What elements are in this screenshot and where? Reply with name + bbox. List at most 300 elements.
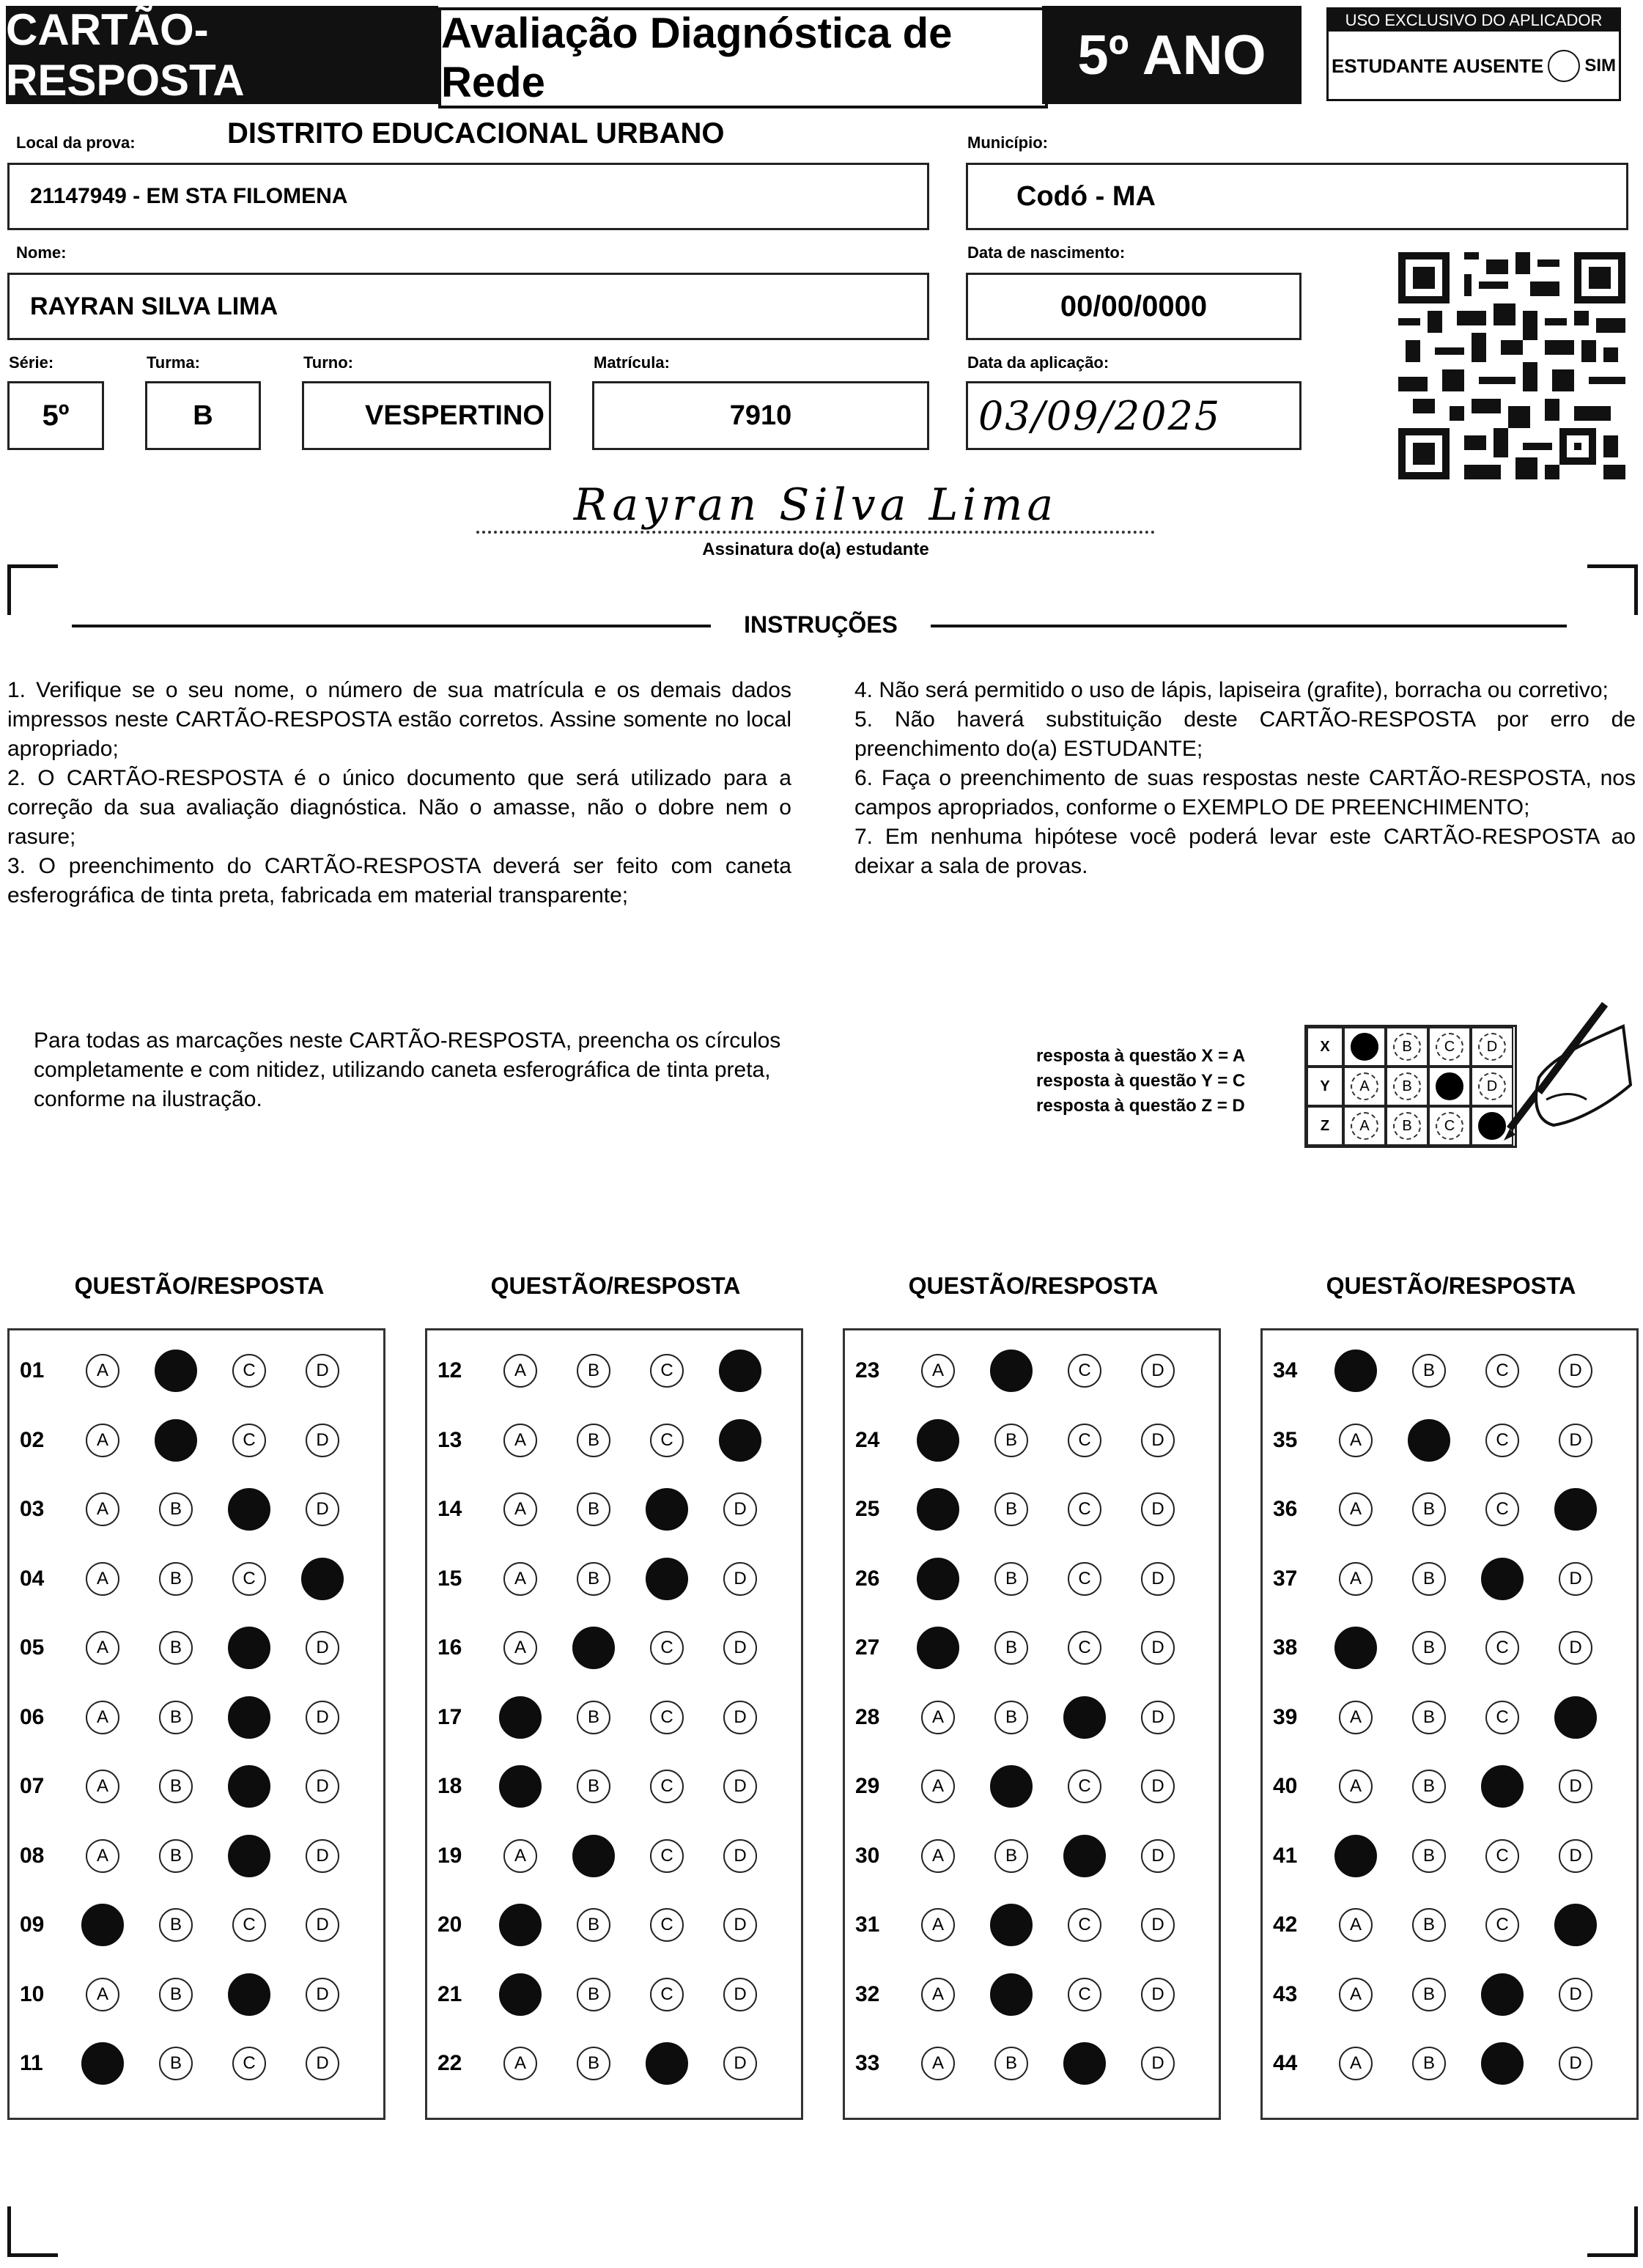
answer-bubble-b[interactable]: B — [994, 1631, 1028, 1665]
answer-bubble-b[interactable]: B — [577, 2047, 610, 2080]
instructions-right — [854, 676, 1636, 881]
answer-bubble-a[interactable]: A — [86, 1562, 119, 1596]
answer-bubble-d[interactable] — [1554, 1904, 1597, 1946]
answer-bubble-b[interactable]: B — [994, 1424, 1028, 1457]
answer-bubble-a[interactable]: A — [86, 1631, 119, 1665]
answer-bubble-b[interactable]: B — [994, 1839, 1028, 1873]
turno-field: VESPERTINO — [302, 381, 551, 450]
answer-bubble-d[interactable]: D — [723, 2047, 757, 2080]
answer-bubble-d[interactable]: D — [723, 1562, 757, 1596]
answer-bubble-a[interactable]: A — [1339, 1562, 1373, 1596]
answer-bubble-a[interactable]: A — [921, 1908, 955, 1942]
nome-field: RAYRAN SILVA LIMA — [7, 273, 929, 340]
answer-bubble-d[interactable]: D — [723, 1631, 757, 1665]
answer-bubble-c[interactable]: C — [1068, 1424, 1101, 1457]
question-row — [1263, 1419, 1636, 1463]
example-bubble: B — [1393, 1112, 1421, 1140]
answer-bubble-b[interactable] — [990, 1765, 1033, 1808]
question-number: 38 — [1273, 1635, 1298, 1660]
question-number: 05 — [20, 1635, 45, 1660]
answer-bubble-c[interactable]: C — [650, 1770, 684, 1803]
answer-bubble-a[interactable]: A — [86, 1492, 119, 1526]
municipio-field: Codó - MA — [966, 163, 1628, 230]
answer-bubble-a[interactable] — [917, 1627, 959, 1669]
answer-bubble-d[interactable]: D — [1141, 1354, 1175, 1388]
absent-checkbox[interactable] — [1548, 50, 1580, 82]
answer-bubble-d[interactable]: D — [306, 1354, 339, 1388]
answer-bubble-a[interactable]: A — [921, 2047, 955, 2080]
answer-bubble-b[interactable] — [990, 1973, 1033, 2016]
district-name: DISTRITO EDUCACIONAL URBANO — [227, 117, 725, 150]
answer-bubble-b[interactable]: B — [1412, 1492, 1446, 1526]
answer-bubble-c[interactable] — [228, 1765, 270, 1808]
question-row — [1263, 1835, 1636, 1879]
answer-bubble-d[interactable] — [301, 1558, 344, 1600]
answer-bubble-c[interactable]: C — [232, 1424, 266, 1457]
question-row — [1263, 2042, 1636, 2086]
example-cell — [1386, 1027, 1428, 1067]
question-row — [845, 1350, 1219, 1393]
answer-bubble-c[interactable]: C — [232, 1908, 266, 1942]
question-number: 35 — [1273, 1427, 1298, 1452]
question-number: 27 — [855, 1635, 880, 1660]
answer-bubble-a[interactable]: A — [503, 1562, 537, 1596]
answer-bubble-c[interactable]: C — [650, 1839, 684, 1873]
answer-bubble-d[interactable]: D — [306, 1492, 339, 1526]
answer-bubble-c[interactable] — [1063, 1696, 1106, 1739]
answer-bubble-d[interactable]: D — [723, 1492, 757, 1526]
answer-bubble-b[interactable]: B — [159, 1562, 193, 1596]
answer-bubble-a[interactable]: A — [503, 1354, 537, 1388]
answer-bubble-d[interactable]: D — [723, 1701, 757, 1734]
answer-bubble-c[interactable]: C — [1068, 1631, 1101, 1665]
answer-bubble-c[interactable] — [228, 1488, 270, 1531]
answer-bubble-d[interactable]: D — [1559, 1354, 1592, 1388]
answer-bubble-a[interactable]: A — [1339, 1424, 1373, 1457]
answer-bubble-d[interactable]: D — [1559, 2047, 1592, 2080]
question-row — [427, 1973, 801, 2017]
answer-bubble-c[interactable]: C — [1485, 1631, 1519, 1665]
question-number: 06 — [20, 1704, 45, 1729]
answer-bubble-c[interactable]: C — [232, 2047, 266, 2080]
example-text: Para todas as marcações neste CARTÃO-RESPOSTA, preencha os círculos completamente e com nitidez, utilizando caneta esferográfica de tinta preta, conforme na ilustração. — [34, 1028, 781, 1111]
answer-bubble-d[interactable]: D — [1141, 1839, 1175, 1873]
example-cell — [1386, 1067, 1428, 1106]
question-row — [1263, 1904, 1636, 1948]
instruction-item: 1. Verifique se o seu nome, o número de sua matrícula e os demais dados impressos neste CARTÃO-RESPOSTA estão corretos. Assine somente no local apropriado; — [7, 678, 791, 761]
answer-bubble-a[interactable]: A — [1339, 1978, 1373, 2011]
answer-bubble-b[interactable]: B — [1412, 1562, 1446, 1596]
answer-bubble-c[interactable]: C — [650, 1701, 684, 1734]
answer-bubble-c[interactable] — [1063, 2042, 1106, 2085]
question-row — [10, 1835, 383, 1879]
answer-bubble-a[interactable]: A — [921, 1770, 955, 1803]
question-row — [10, 1696, 383, 1740]
answer-bubble-c[interactable]: C — [1485, 1701, 1519, 1734]
question-row — [427, 1558, 801, 1602]
answer-bubble-d[interactable]: D — [306, 1839, 339, 1873]
answer-bubble-d[interactable]: D — [723, 1770, 757, 1803]
answer-bubble-b[interactable] — [155, 1350, 197, 1392]
question-row — [427, 1488, 801, 1532]
answer-bubble-d[interactable]: D — [1559, 1424, 1592, 1457]
answer-bubble-a[interactable]: A — [503, 1492, 537, 1526]
answer-bubble-b[interactable]: B — [577, 1562, 610, 1596]
answer-bubble-d[interactable]: D — [723, 1908, 757, 1942]
answers-panel-3 — [843, 1328, 1221, 2120]
answer-bubble-d[interactable] — [719, 1350, 761, 1392]
question-number: 34 — [1273, 1358, 1298, 1382]
answer-bubble-d[interactable]: D — [1141, 1424, 1175, 1457]
answer-bubble-d[interactable]: D — [1141, 1631, 1175, 1665]
answer-bubble-d[interactable]: D — [1141, 1701, 1175, 1734]
absent-label: ESTUDANTE AUSENTE — [1331, 54, 1544, 77]
question-row — [10, 1973, 383, 2017]
answer-bubble-d[interactable]: D — [1141, 1492, 1175, 1526]
answer-bubble-b[interactable]: B — [159, 1492, 193, 1526]
answer-bubble-b[interactable]: B — [994, 1701, 1028, 1734]
question-row — [845, 1973, 1219, 2017]
answer-bubble-d[interactable]: D — [1559, 1562, 1592, 1596]
answer-bubble-d[interactable]: D — [306, 1978, 339, 2011]
question-row — [10, 1765, 383, 1809]
answer-bubble-a[interactable] — [917, 1488, 959, 1531]
question-row — [1263, 1627, 1636, 1671]
matricula-label: Matrícula: — [594, 353, 670, 372]
answer-bubble-a[interactable] — [917, 1558, 959, 1600]
answer-bubble-b[interactable]: B — [159, 1839, 193, 1873]
frame-corner-bottom-right — [1587, 2206, 1638, 2257]
answer-bubble-c[interactable] — [1481, 1973, 1524, 2016]
example-legend-line: resposta à questão Y = C — [1036, 1071, 1246, 1091]
answer-bubble-d[interactable]: D — [306, 2047, 339, 2080]
answer-bubble-c[interactable] — [646, 2042, 688, 2085]
answer-bubble-c[interactable]: C — [1068, 1492, 1101, 1526]
question-row — [10, 2042, 383, 2086]
answer-bubble-c[interactable]: C — [1068, 1562, 1101, 1596]
turma-field: B — [145, 381, 261, 450]
answers-header-2: QUESTÃO/RESPOSTA — [490, 1273, 741, 1299]
answer-bubble-c[interactable]: C — [650, 1908, 684, 1942]
applicator-title: USO EXCLUSIVO DO APLICADOR — [1329, 10, 1619, 32]
answer-bubble-b[interactable]: B — [1412, 1701, 1446, 1734]
answer-bubble-a[interactable] — [1334, 1350, 1377, 1392]
answer-bubble-b[interactable]: B — [1412, 1354, 1446, 1388]
example-cell — [1428, 1067, 1471, 1106]
answer-bubble-d[interactable] — [1554, 1488, 1597, 1531]
answer-bubble-c[interactable]: C — [232, 1562, 266, 1596]
answer-bubble-d[interactable]: D — [306, 1770, 339, 1803]
answer-bubble-c[interactable]: C — [650, 1424, 684, 1457]
question-number: 29 — [855, 1774, 880, 1798]
question-row — [10, 1419, 383, 1463]
answer-bubble-a[interactable]: A — [921, 1354, 955, 1388]
answer-bubble-b[interactable] — [155, 1419, 197, 1462]
answer-bubble-a[interactable]: A — [921, 1701, 955, 1734]
instruction-item: 5. Não haverá substituição deste CARTÃO-RESPOSTA por erro de preenchimento do(a) ESTUDANTE; — [854, 707, 1636, 761]
answer-bubble-b[interactable]: B — [1412, 1839, 1446, 1873]
answer-bubble-b[interactable]: B — [994, 2047, 1028, 2080]
answer-bubble-c[interactable] — [1481, 2042, 1524, 2085]
answer-bubble-a[interactable]: A — [503, 1631, 537, 1665]
question-number: 32 — [855, 1981, 880, 2006]
answer-bubble-c[interactable] — [646, 1558, 688, 1600]
answer-bubble-c[interactable] — [1063, 1835, 1106, 1877]
answer-bubble-c[interactable]: C — [1068, 1354, 1101, 1388]
answer-bubble-b[interactable]: B — [1412, 1978, 1446, 2011]
answer-bubble-c[interactable]: C — [1485, 1839, 1519, 1873]
question-number: 40 — [1273, 1774, 1298, 1798]
answer-bubble-c[interactable]: C — [1485, 1492, 1519, 1526]
answer-bubble-b[interactable]: B — [577, 1701, 610, 1734]
serie-label: Série: — [9, 353, 54, 372]
question-number: 30 — [855, 1843, 880, 1868]
answers-header-3: QUESTÃO/RESPOSTA — [908, 1273, 1159, 1299]
answer-bubble-a[interactable] — [81, 1904, 124, 1946]
example-bubble: C — [1436, 1033, 1463, 1061]
answer-bubble-a[interactable]: A — [503, 1424, 537, 1457]
answer-bubble-c[interactable] — [228, 1835, 270, 1877]
answer-bubble-a[interactable] — [917, 1419, 959, 1462]
answer-bubble-b[interactable]: B — [159, 1908, 193, 1942]
answer-bubble-b[interactable] — [572, 1835, 615, 1877]
answer-bubble-a[interactable]: A — [503, 1839, 537, 1873]
answer-bubble-c[interactable] — [228, 1627, 270, 1669]
question-row — [427, 1419, 801, 1463]
answer-bubble-a[interactable] — [1334, 1627, 1377, 1669]
answer-bubble-a[interactable]: A — [1339, 1701, 1373, 1734]
question-row — [845, 1488, 1219, 1532]
example-cell — [1386, 1106, 1428, 1146]
answer-bubble-d[interactable]: D — [1141, 1908, 1175, 1942]
question-number: 01 — [20, 1358, 45, 1382]
answer-bubble-b[interactable]: B — [577, 1492, 610, 1526]
question-number: 44 — [1273, 2051, 1298, 2075]
answer-bubble-d[interactable]: D — [723, 1978, 757, 2011]
question-number: 42 — [1273, 1912, 1298, 1937]
nome-label: Nome: — [16, 243, 67, 262]
answer-bubble-d[interactable] — [1554, 1696, 1597, 1739]
local-field: 21147949 - EM STA FILOMENA — [7, 163, 929, 230]
frame-corner-top-right — [1587, 564, 1638, 615]
answer-bubble-d[interactable]: D — [306, 1631, 339, 1665]
exam-title: Avaliação Diagnóstica de Rede — [438, 7, 1048, 108]
answer-bubble-a[interactable]: A — [1339, 1492, 1373, 1526]
example-bubble: D — [1478, 1033, 1506, 1061]
answer-bubble-d[interactable]: D — [1559, 1978, 1592, 2011]
question-row — [845, 1904, 1219, 1948]
instructions-left — [7, 676, 791, 910]
answer-bubble-c[interactable]: C — [650, 1978, 684, 2011]
answers-panel-2 — [425, 1328, 803, 2120]
answer-bubble-b[interactable]: B — [994, 1492, 1028, 1526]
answer-bubble-b[interactable]: B — [159, 1701, 193, 1734]
answer-bubble-a[interactable]: A — [1339, 1770, 1373, 1803]
answer-bubble-a[interactable]: A — [921, 1978, 955, 2011]
answer-bubble-c[interactable] — [646, 1488, 688, 1531]
question-row — [1263, 1765, 1636, 1809]
example-bubble: B — [1393, 1072, 1421, 1100]
example-bubble: B — [1393, 1033, 1421, 1061]
answer-bubble-b[interactable]: B — [577, 1424, 610, 1457]
answer-bubble-b[interactable]: B — [1412, 2047, 1446, 2080]
answer-bubble-c[interactable]: C — [1068, 1908, 1101, 1942]
question-row — [845, 1696, 1219, 1740]
local-label: Local da prova: — [16, 133, 136, 152]
answer-bubble-a[interactable] — [81, 2042, 124, 2085]
answer-bubble-a[interactable] — [499, 1973, 542, 2016]
example-bubble — [1436, 1072, 1463, 1100]
signature-label: Assinatura do(a) estudante — [702, 540, 929, 559]
answers-header-4: QUESTÃO/RESPOSTA — [1326, 1273, 1576, 1299]
turma-label: Turma: — [147, 353, 200, 372]
answer-bubble-a[interactable]: A — [1339, 2047, 1373, 2080]
answer-bubble-b[interactable]: B — [577, 1354, 610, 1388]
question-number: 33 — [855, 2051, 880, 2075]
card-title: CARTÃO-RESPOSTA — [6, 6, 438, 104]
answer-bubble-a[interactable]: A — [86, 1701, 119, 1734]
question-number: 21 — [437, 1981, 462, 2006]
example-cell — [1343, 1027, 1386, 1067]
question-row — [845, 1558, 1219, 1602]
answer-bubble-b[interactable]: B — [577, 1770, 610, 1803]
question-row — [427, 2042, 801, 2086]
answers-panel-1 — [7, 1328, 385, 2120]
turno-label: Turno: — [303, 353, 354, 372]
example-legend — [1036, 1044, 1245, 1119]
question-number: 25 — [855, 1497, 880, 1521]
instruction-item: 4. Não será permitido o uso de lápis, lapiseira (grafite), borracha ou corretivo; — [854, 678, 1609, 702]
answer-bubble-d[interactable]: D — [1141, 1770, 1175, 1803]
answer-bubble-a[interactable]: A — [503, 2047, 537, 2080]
question-number: 09 — [20, 1912, 45, 1937]
answer-bubble-c[interactable] — [1481, 1765, 1524, 1808]
answer-bubble-b[interactable] — [990, 1350, 1033, 1392]
answer-bubble-a[interactable] — [499, 1696, 542, 1739]
answer-bubble-d[interactable]: D — [1559, 1631, 1592, 1665]
answer-bubble-b[interactable]: B — [159, 1978, 193, 2011]
question-number: 13 — [437, 1427, 462, 1452]
answer-bubble-a[interactable]: A — [86, 1354, 119, 1388]
answer-bubble-c[interactable]: C — [232, 1354, 266, 1388]
answer-bubble-b[interactable] — [1408, 1419, 1450, 1462]
answer-bubble-b[interactable]: B — [994, 1562, 1028, 1596]
answer-bubble-a[interactable]: A — [86, 1424, 119, 1457]
answer-bubble-d[interactable]: D — [306, 1424, 339, 1457]
question-number: 31 — [855, 1912, 880, 1937]
answer-bubble-b[interactable]: B — [1412, 1908, 1446, 1942]
question-row — [10, 1904, 383, 1948]
answer-bubble-d[interactable] — [719, 1419, 761, 1462]
example-cell — [1343, 1067, 1386, 1106]
answer-bubble-c[interactable]: C — [650, 1631, 684, 1665]
serie-field: 5º — [7, 381, 104, 450]
aplicacao-field: 03/09/2025 — [966, 381, 1302, 450]
answer-bubble-a[interactable]: A — [86, 1839, 119, 1873]
example-cell — [1428, 1106, 1471, 1146]
answer-bubble-c[interactable]: C — [1485, 1354, 1519, 1388]
answer-bubble-d[interactable]: D — [1559, 1770, 1592, 1803]
answers-header-1: QUESTÃO/RESPOSTA — [74, 1273, 325, 1299]
question-row — [427, 1765, 801, 1809]
question-number: 08 — [20, 1843, 45, 1868]
question-row — [1263, 1350, 1636, 1393]
answer-bubble-d[interactable]: D — [306, 1701, 339, 1734]
question-row — [845, 1419, 1219, 1463]
answer-bubble-b[interactable]: B — [1412, 1631, 1446, 1665]
answer-bubble-a[interactable]: A — [921, 1839, 955, 1873]
nascimento-field: 00/00/0000 — [966, 273, 1302, 340]
answer-bubble-a[interactable]: A — [86, 1978, 119, 2011]
answer-bubble-b[interactable] — [572, 1627, 615, 1669]
example-cell — [1343, 1106, 1386, 1146]
applicator-box — [1326, 7, 1621, 101]
answer-bubble-c[interactable] — [1481, 1558, 1524, 1600]
answer-bubble-d[interactable]: D — [1141, 2047, 1175, 2080]
matricula-field: 7910 — [592, 381, 929, 450]
answer-bubble-d[interactable]: D — [1559, 1839, 1592, 1873]
answer-bubble-c[interactable] — [228, 1973, 270, 2016]
question-row — [10, 1627, 383, 1671]
answer-bubble-a[interactable] — [1334, 1835, 1377, 1877]
example-bubble: A — [1351, 1072, 1378, 1100]
question-row — [845, 1835, 1219, 1879]
instructions-title: INSTRUÇÕES — [711, 611, 931, 638]
answer-bubble-b[interactable]: B — [159, 1770, 193, 1803]
answer-bubble-c[interactable]: C — [1068, 1770, 1101, 1803]
question-number: 43 — [1273, 1981, 1298, 2006]
question-row — [845, 2042, 1219, 2086]
question-row — [1263, 1488, 1636, 1532]
example-cell — [1428, 1027, 1471, 1067]
answer-bubble-c[interactable]: C — [1485, 1424, 1519, 1457]
aplicacao-label: Data da aplicação: — [967, 353, 1110, 372]
question-number: 16 — [437, 1635, 462, 1660]
question-number: 18 — [437, 1774, 462, 1798]
question-row — [427, 1627, 801, 1671]
answer-bubble-c[interactable]: C — [1485, 1908, 1519, 1942]
answer-bubble-a[interactable]: A — [86, 1770, 119, 1803]
question-row — [845, 1765, 1219, 1809]
answer-bubble-b[interactable]: B — [577, 1978, 610, 2011]
answer-bubble-b[interactable]: B — [577, 1908, 610, 1942]
answer-bubble-a[interactable] — [499, 1904, 542, 1946]
question-row — [10, 1350, 383, 1393]
example-bubble — [1351, 1033, 1378, 1061]
answer-bubble-d[interactable]: D — [1141, 1562, 1175, 1596]
answer-bubble-c[interactable] — [228, 1696, 270, 1739]
question-row — [845, 1627, 1219, 1671]
question-number: 23 — [855, 1358, 880, 1382]
answer-bubble-a[interactable]: A — [1339, 1908, 1373, 1942]
answer-bubble-a[interactable] — [499, 1765, 542, 1808]
question-number: 20 — [437, 1912, 462, 1937]
answer-bubble-c[interactable]: C — [1068, 1978, 1101, 2011]
answer-bubble-b[interactable]: B — [159, 1631, 193, 1665]
example-legend-line: resposta à questão X = A — [1036, 1046, 1246, 1066]
example-grid — [1304, 1025, 1517, 1148]
answer-bubble-b[interactable]: B — [1412, 1770, 1446, 1803]
answer-bubble-d[interactable]: D — [306, 1908, 339, 1942]
municipio-label: Município: — [967, 133, 1048, 152]
answer-bubble-b[interactable] — [990, 1904, 1033, 1946]
answer-bubble-b[interactable]: B — [159, 2047, 193, 2080]
answer-bubble-d[interactable]: D — [723, 1839, 757, 1873]
answer-bubble-c[interactable]: C — [650, 1354, 684, 1388]
question-row — [427, 1904, 801, 1948]
answer-bubble-d[interactable]: D — [1141, 1978, 1175, 2011]
question-number: 39 — [1273, 1704, 1298, 1729]
